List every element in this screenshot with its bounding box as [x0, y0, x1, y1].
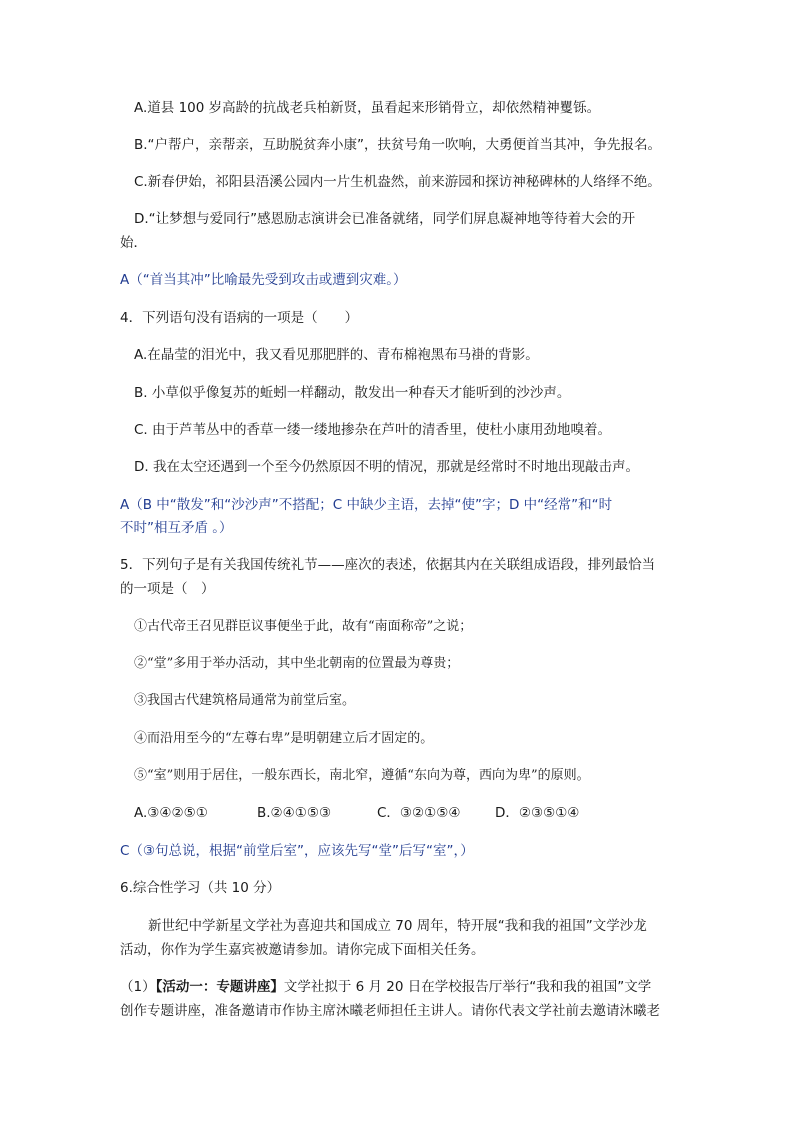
q5-sentence-5: ⑤“室”则用于居住，一般东西长，南北窄，遵循“东向为尊，西向为卑”的原则。 [134, 768, 590, 783]
q3-option-b: B.“户帮户，亲帮亲，互助脱贫奔小康”，扶贫号角一吹响，大勇便首当其冲，争先报名。 [134, 137, 662, 153]
q4-answer-line1: A（B 中“散发”和“沙沙声”不搭配；C 中缺少主语，去掉“使”字；D 中“经常”和“时 [120, 497, 613, 513]
q5-choice-d: D．②③⑤①④ [495, 805, 580, 821]
q5-sentence-2: ②“堂”多用于举办活动，其中坐北朝南的位置最为尊贵； [134, 656, 460, 671]
q5-stem-line1: 5．下列句子是有关我国传统礼节——座次的表述，依据其内在关联组成语段，排列最恰当 [120, 557, 656, 573]
q5-choice-a: A.③④②⑤① [134, 805, 208, 821]
q5-sentence-4: ④而沿用至今的“左尊右卑”是明朝建立后才固定的。 [134, 731, 434, 746]
q4-option-b: B. 小草似乎像复苏的蚯蚓一样翻动，散发出一种春天才能听到的沙沙声。 [134, 385, 571, 401]
q6-task-line2: 创作专题讲座，准备邀请市作协主席沐曦老师担任主讲人。请你代表文学社前去邀请沐曦老 [120, 1003, 660, 1019]
q5-stem-line2: 的一项是（ ） [120, 581, 215, 597]
q3-option-d-line1: D.“让梦想与爱同行”感恩励志演讲会已准备就绪，同学们屏息凝神地等待着大会的开 [134, 211, 636, 227]
q4-option-d: D. 我在太空还遇到一个至今仍然原因不明的情况，那就是经常时不时地出现敲击声。 [134, 459, 639, 475]
q4-option-c: C. 由于芦苇丛中的香草一缕一缕地掺杂在芦叶的清香里，使杜小康用劲地嗅着。 [134, 422, 612, 438]
q3-option-d-line2: 始． [120, 235, 147, 251]
q3-option-a: A.道县 100 岁高龄的抗战老兵柏新贤，虽看起来形销骨立，却依然精神矍铄。 [134, 100, 601, 116]
q6-task-label: 【活动一：专题讲座】 [155, 979, 284, 995]
q5-answer: C（③句总说，根据“前堂后室”，应该先写“堂”后写“室”，） [120, 843, 474, 859]
q4-option-a: A.在晶莹的泪光中，我又看见那肥胖的、青布棉袍黑布马褂的背影。 [134, 347, 539, 363]
q6-task-prefix: （1） [120, 979, 156, 995]
q5-sentence-1: ①古代帝王召见群臣议事便坐于此，故有“南面称帝”之说； [134, 619, 473, 634]
q5-choices [134, 803, 579, 823]
q6-intro-line2: 活动，你作为学生嘉宾被邀请参加。请你完成下面相关任务。 [120, 942, 485, 958]
q4-answer-line2: 不时”相互矛盾 。） [120, 520, 233, 536]
q5-choice-b: B.②④①⑤③ [257, 805, 332, 821]
q6-task-line1 [120, 977, 651, 997]
q4-stem: 4．下列语句没有语病的一项是（ ） [120, 310, 359, 326]
q6-task-text: 文学社拟于 6 月 20 日在学校报告厅举行“我和我的祖国”文学 [283, 979, 652, 995]
q5-sentence-3: ③我国古代建筑格局通常为前堂后室。 [134, 693, 356, 708]
q3-option-c: C.新春伊始，祁阳县浯溪公园内一片生机盎然，前来游园和探访神秘碑林的人络绎不绝。 [134, 174, 661, 190]
q5-choice-c: C．③②①⑤④ [377, 805, 461, 821]
q3-answer: A（“首当其冲”比喻最先受到攻击或遭到灾难。） [120, 272, 407, 288]
q6-title: 6.综合性学习（共 10 分） [120, 880, 281, 896]
q6-intro-line1: 新世纪中学新星文学社为喜迎共和国成立 70 周年，特开展“我和我的祖国”文学沙龙 [148, 918, 647, 934]
